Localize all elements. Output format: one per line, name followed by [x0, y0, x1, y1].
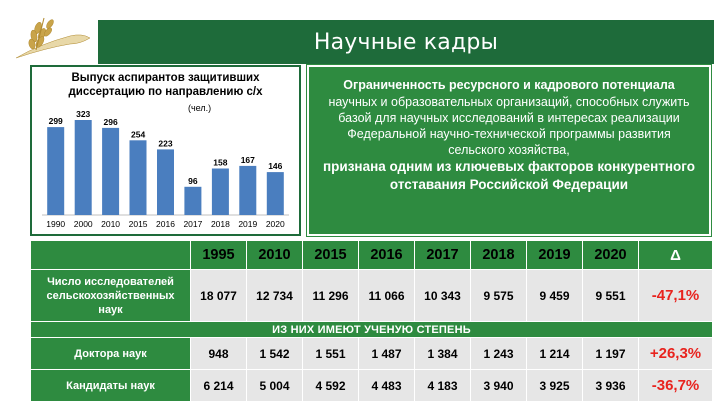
info-panel [307, 65, 711, 236]
page-title-bar [98, 20, 714, 64]
chart-bar [267, 172, 284, 215]
subheader-label: ИЗ НИХ ИМЕЮТ УЧЕНУЮ СТЕПЕНЬ [31, 322, 713, 338]
chart-bar [102, 128, 119, 215]
table-cell: 3 925 [527, 370, 583, 402]
table-cell: 18 077 [191, 270, 247, 322]
table-cell: 9 459 [527, 270, 583, 322]
bar-chart [32, 67, 299, 234]
x-tick-label: 2017 [183, 219, 203, 229]
table-cell: 1 384 [415, 338, 471, 370]
page-title: Научные кадры [313, 29, 499, 55]
table-cell: 11 066 [359, 270, 415, 322]
table-cell: 948 [191, 338, 247, 370]
table-cell: 5 004 [247, 370, 303, 402]
table-cell: 1 551 [303, 338, 359, 370]
year-header: 2019 [527, 241, 583, 270]
table-cell: 12 734 [247, 270, 303, 322]
data-label: 167 [240, 154, 255, 165]
x-tick-label: 2016 [156, 219, 175, 229]
year-header: 1995 [191, 241, 247, 270]
table-cell: 11 296 [303, 270, 359, 322]
delta-cell: -47,1% [639, 270, 713, 322]
year-header: 2020 [583, 241, 639, 270]
table-cell: 3 940 [471, 370, 527, 402]
table-header-row [31, 241, 713, 270]
x-tick-label: 2019 [238, 219, 258, 229]
chart-bar [47, 127, 64, 215]
table-cell: 9 575 [471, 270, 527, 322]
table-cell: 1 243 [471, 338, 527, 370]
table-cell: 4 483 [359, 370, 415, 402]
chart-unit: (чел.) [188, 103, 212, 113]
table-cell: 6 214 [191, 370, 247, 402]
info-line-1: Ограниченность ресурсного и кадрового потенциала [343, 78, 675, 92]
data-label: 223 [158, 138, 173, 149]
table-cell: 1 487 [359, 338, 415, 370]
table-cell: 1 542 [247, 338, 303, 370]
data-label: 146 [268, 161, 283, 172]
year-header: 2018 [471, 241, 527, 270]
info-line-2: научных и образовательных организаций, способных служить базой для научных исследований в интересах реализации Федеральной научно-технической программы развития сельского хозяйства, [328, 95, 690, 157]
year-header: 2010 [247, 241, 303, 270]
chart-bar [239, 166, 256, 215]
table-cell: 3 936 [583, 370, 639, 402]
x-tick-label: 2010 [101, 219, 121, 229]
table-cell: 4 183 [415, 370, 471, 402]
x-tick-label: 1990 [46, 219, 66, 229]
x-tick-label: 2000 [73, 219, 93, 229]
table-cell: 10 343 [415, 270, 471, 322]
data-label: 296 [103, 116, 118, 127]
info-line-3: признана одним из ключевых факторов конкурентного отставания Российской Федерации [323, 159, 695, 192]
row-label: Число исследователей сельскохозяйственных наук [31, 270, 191, 322]
chart-title: Выпуск аспирантов защитивших диссертацию по направлению с/х [68, 72, 263, 98]
table-cell: 4 592 [303, 370, 359, 402]
subheader-row [31, 322, 713, 338]
year-header: 2016 [359, 241, 415, 270]
data-label: 96 [188, 175, 198, 186]
chart-bar [157, 149, 174, 215]
wheat-logo-icon [10, 14, 94, 62]
chart-bar [184, 187, 201, 215]
table-row [31, 270, 713, 322]
data-label: 323 [76, 109, 91, 119]
chart-bar [130, 140, 147, 215]
delta-cell: +26,3% [639, 338, 713, 370]
header-blank-cell [31, 241, 191, 270]
row-label: Доктора наук [31, 338, 191, 370]
data-label: 158 [213, 157, 228, 168]
table-cell: 1 197 [583, 338, 639, 370]
table-cell: 1 214 [527, 338, 583, 370]
table-cell: 9 551 [583, 270, 639, 322]
data-label: 254 [131, 129, 146, 140]
chart-bar [75, 120, 92, 215]
year-header: 2015 [303, 241, 359, 270]
delta-header: Δ [639, 241, 713, 270]
chart-bar [212, 169, 229, 216]
x-tick-label: 2018 [210, 219, 230, 229]
x-tick-label: 2015 [128, 219, 148, 229]
table-row [31, 370, 713, 402]
row-label: Кандидаты наук [31, 370, 191, 402]
data-label: 299 [48, 116, 63, 127]
researchers-table [30, 240, 713, 402]
year-header: 2017 [415, 241, 471, 270]
chart-panel [30, 65, 301, 236]
delta-cell: -36,7% [639, 370, 713, 402]
table-row [31, 338, 713, 370]
x-tick-label: 2020 [265, 219, 285, 229]
